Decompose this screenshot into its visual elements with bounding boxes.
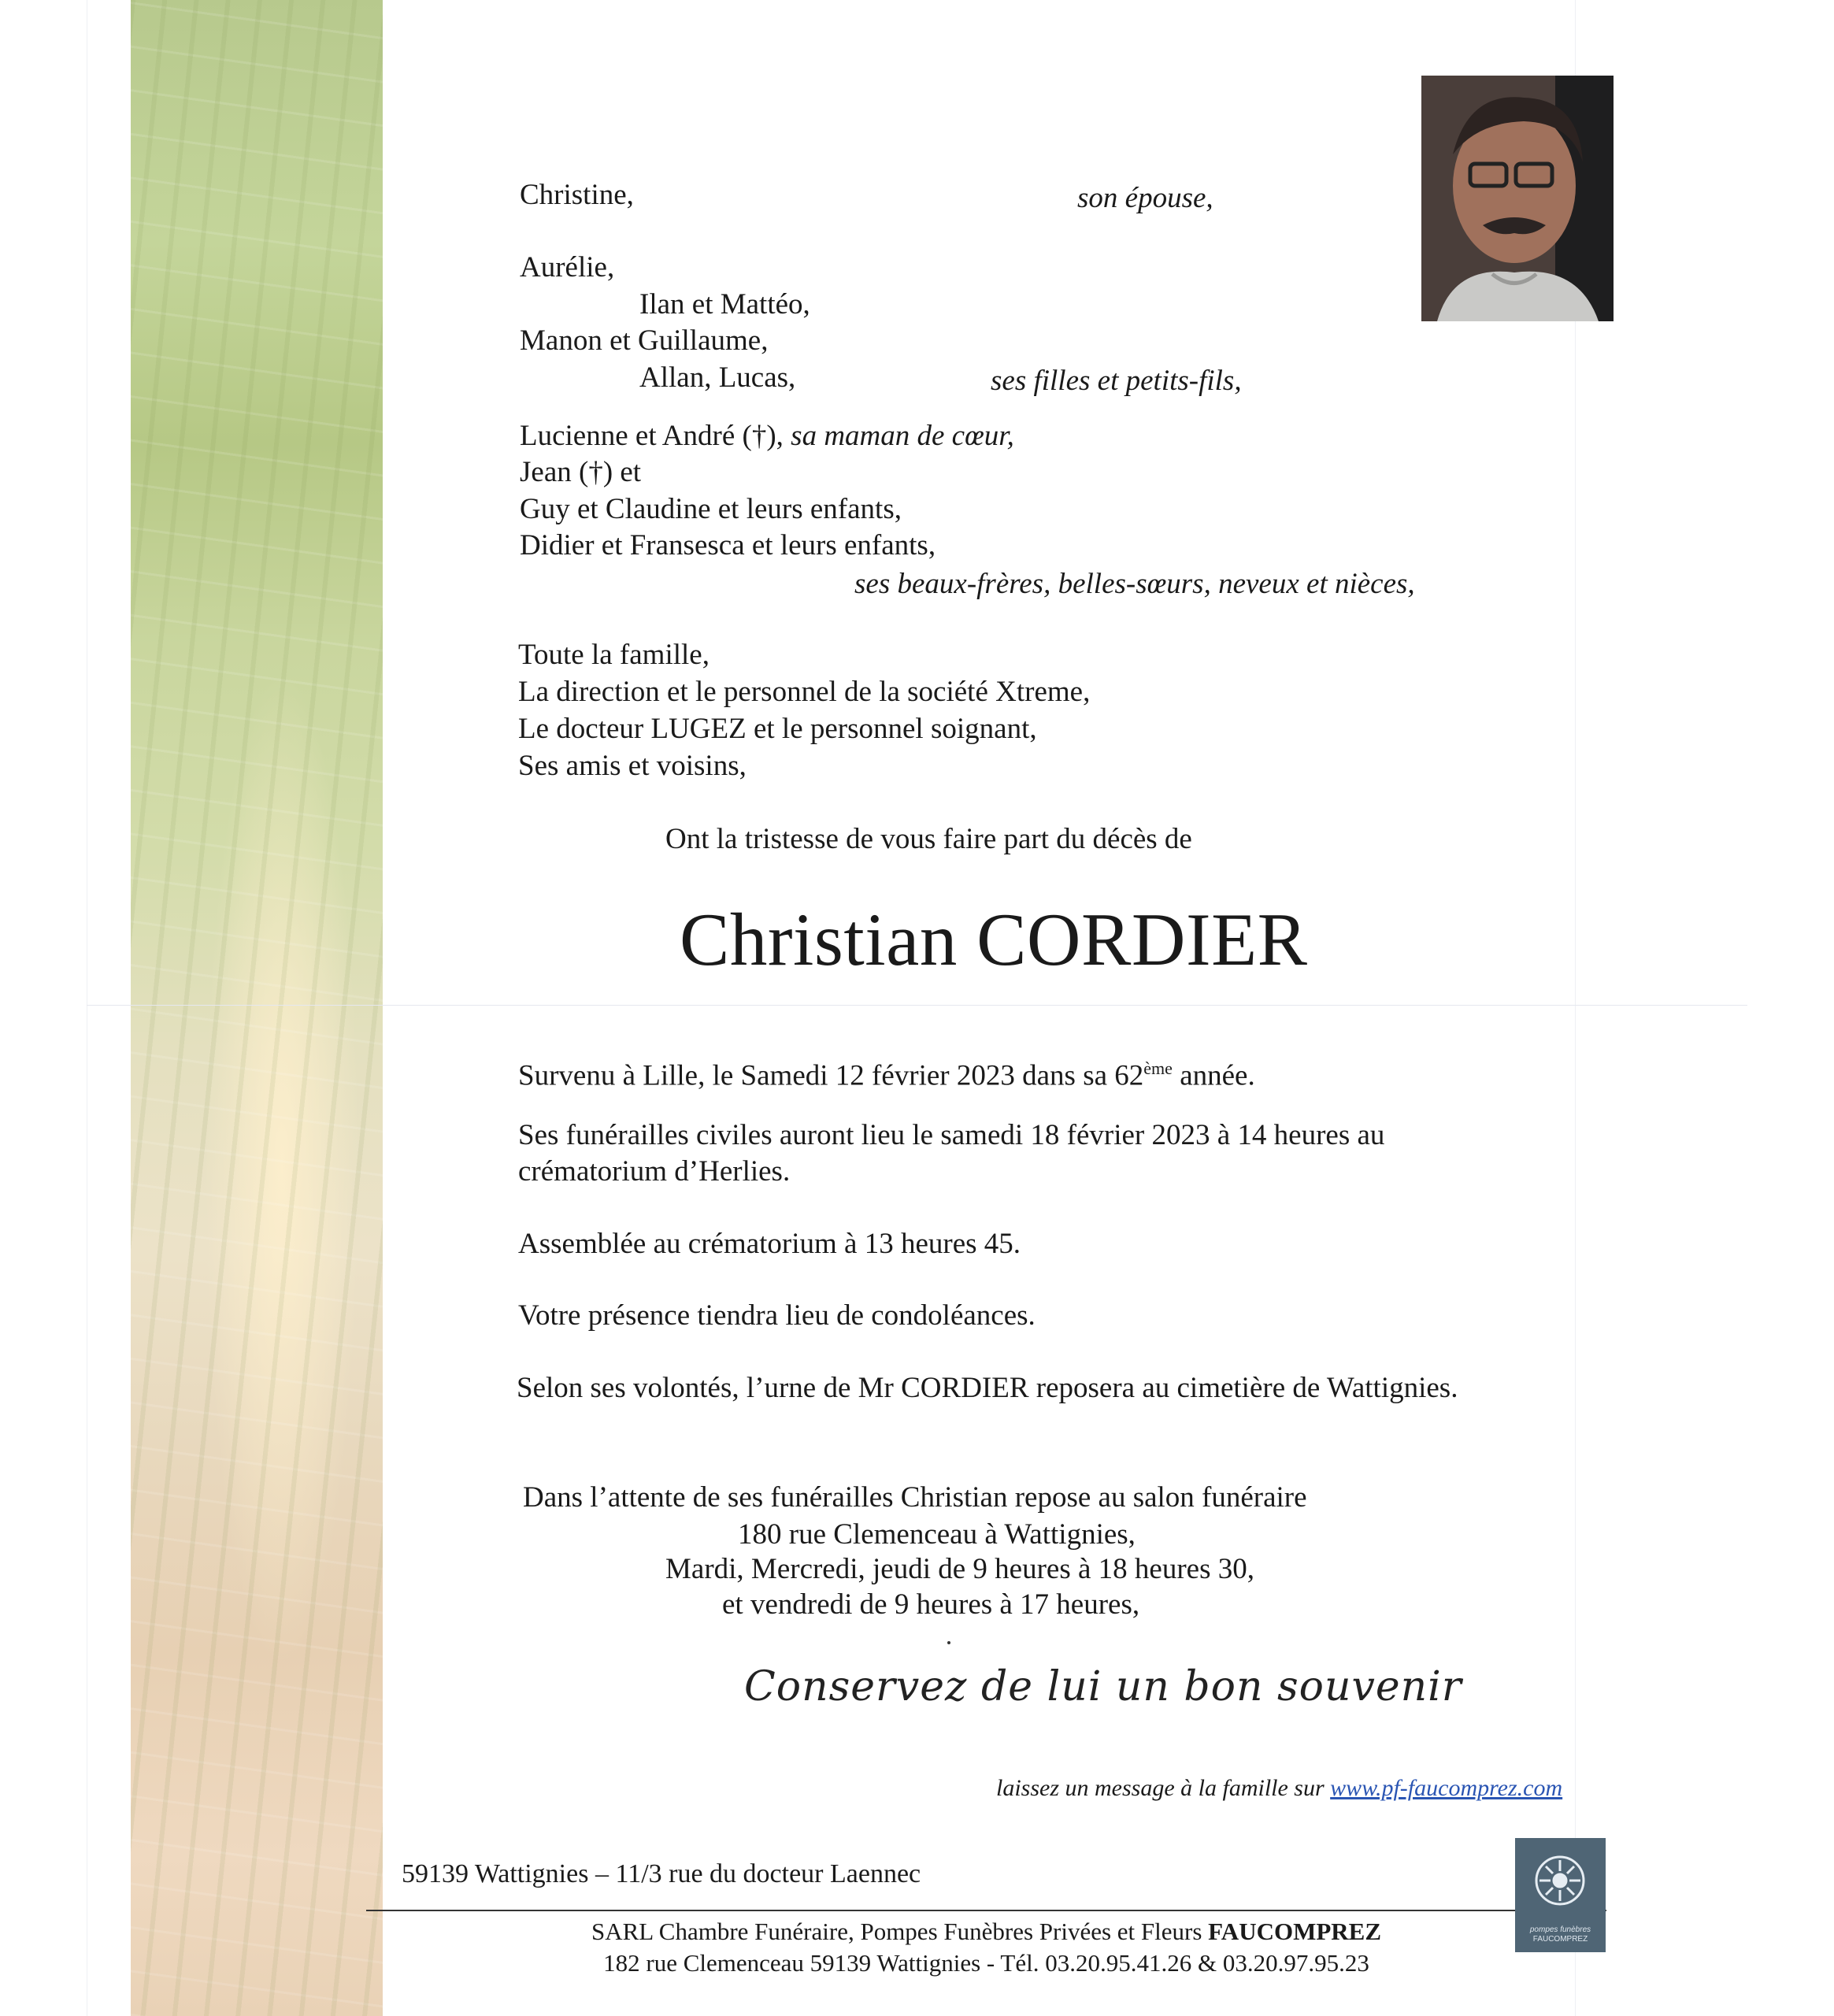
logo-caption-line-1: pompes funèbres xyxy=(1529,1925,1591,1934)
guy-claudine: Guy et Claudine et leurs enfants, xyxy=(520,493,902,525)
dot-mark xyxy=(947,1641,950,1644)
didier-fransesca: Didier et Fransesca et leurs enfants, xyxy=(520,529,936,561)
direction-xtreme: La direction et le personnel de la société Xtreme, xyxy=(518,676,1091,708)
survenu-sup: ème xyxy=(1143,1058,1173,1078)
allan-lucas: Allan, Lucas, xyxy=(639,361,796,394)
presence: Votre présence tiendra lieu de condoléances. xyxy=(518,1299,1036,1332)
fold-line xyxy=(87,1005,1747,1006)
toute-la-famille: Toute la famille, xyxy=(518,639,710,671)
flower-icon xyxy=(1515,1843,1606,1922)
docteur-lugez: Le docteur LUGEZ et le personnel soignant, xyxy=(518,713,1037,745)
message-line xyxy=(996,1775,1562,1802)
assemblee: Assemblée au crématorium à 13 heures 45. xyxy=(518,1228,1021,1260)
closing-script: Conservez de lui un bon souvenir xyxy=(744,1663,1462,1710)
spouse-role: son épouse, xyxy=(1077,182,1213,214)
footer-company: SARL Chambre Funéraire, Pompes Funèbres Privées et Fleurs xyxy=(591,1918,1209,1945)
announcement: Ont la tristesse de vous faire part du décès de xyxy=(665,823,1192,855)
salon-line-3: Mardi, Mercredi, jeudi de 9 heures à 18 heures 30, xyxy=(665,1553,1254,1585)
faucomprez-logo xyxy=(1515,1838,1606,1952)
logo-caption xyxy=(1515,1925,1606,1944)
aurelie: Aurélie, xyxy=(520,251,615,284)
footer-line-2: 182 rue Clemenceau 59139 Wattignies - Tél. 03.20.95.41.26 & 03.20.97.95.23 xyxy=(603,1949,1369,1977)
deceased-name: Christian CORDIER xyxy=(680,898,1308,981)
ilan-matteo: Ilan et Mattéo, xyxy=(639,288,810,321)
footer-rule xyxy=(366,1910,1606,1911)
daughters-role: ses filles et petits-fils, xyxy=(991,365,1242,397)
logo-caption-line-2: FAUCOMPREZ xyxy=(1532,1935,1588,1944)
lucienne-names: Lucienne et André (†), xyxy=(520,420,784,452)
salon-line-4: et vendredi de 9 heures à 17 heures, xyxy=(722,1588,1140,1621)
jean: Jean (†) et xyxy=(520,456,642,488)
website-link[interactable]: www.pf-faucomprez.com xyxy=(1330,1775,1563,1801)
christine: Christine, xyxy=(520,179,634,211)
inlaws-role: ses beaux-frères, belles-sœurs, neveux et nièces, xyxy=(854,568,1415,600)
footer-line-1 xyxy=(366,1916,1606,1947)
survenu-line xyxy=(518,1050,1255,1094)
salon-line-2: 180 rue Clemenceau à Wattignies, xyxy=(738,1518,1136,1551)
footer-brand: FAUCOMPREZ xyxy=(1208,1918,1382,1945)
survenu-text: Survenu à Lille, le Samedi 12 février 2023 dans sa 62 xyxy=(518,1059,1144,1092)
salon-line-1: Dans l’attente de ses funérailles Christian repose au salon funéraire xyxy=(523,1481,1307,1514)
volontes: Selon ses volontés, l’urne de Mr CORDIER reposera au cimetière de Wattignies. xyxy=(517,1372,1458,1404)
funerailles-line-2: crématorium d’Herlies. xyxy=(518,1155,791,1188)
amis-voisins: Ses amis et voisins, xyxy=(518,750,747,782)
forest-path-image xyxy=(131,0,383,2016)
lucienne-role: sa maman de cœur, xyxy=(791,420,1014,452)
survenu-end: année. xyxy=(1172,1059,1255,1092)
address: 59139 Wattignies – 11/3 rue du docteur Laennec xyxy=(402,1859,921,1888)
portrait-photo xyxy=(1421,76,1614,321)
manon-guillaume: Manon et Guillaume, xyxy=(520,324,769,357)
message-text: laissez un message à la famille sur xyxy=(996,1775,1331,1801)
lucienne-andre xyxy=(520,417,1014,454)
funerailles-line-1: Ses funérailles civiles auront lieu le samedi 18 février 2023 à 14 heures au xyxy=(518,1119,1385,1151)
